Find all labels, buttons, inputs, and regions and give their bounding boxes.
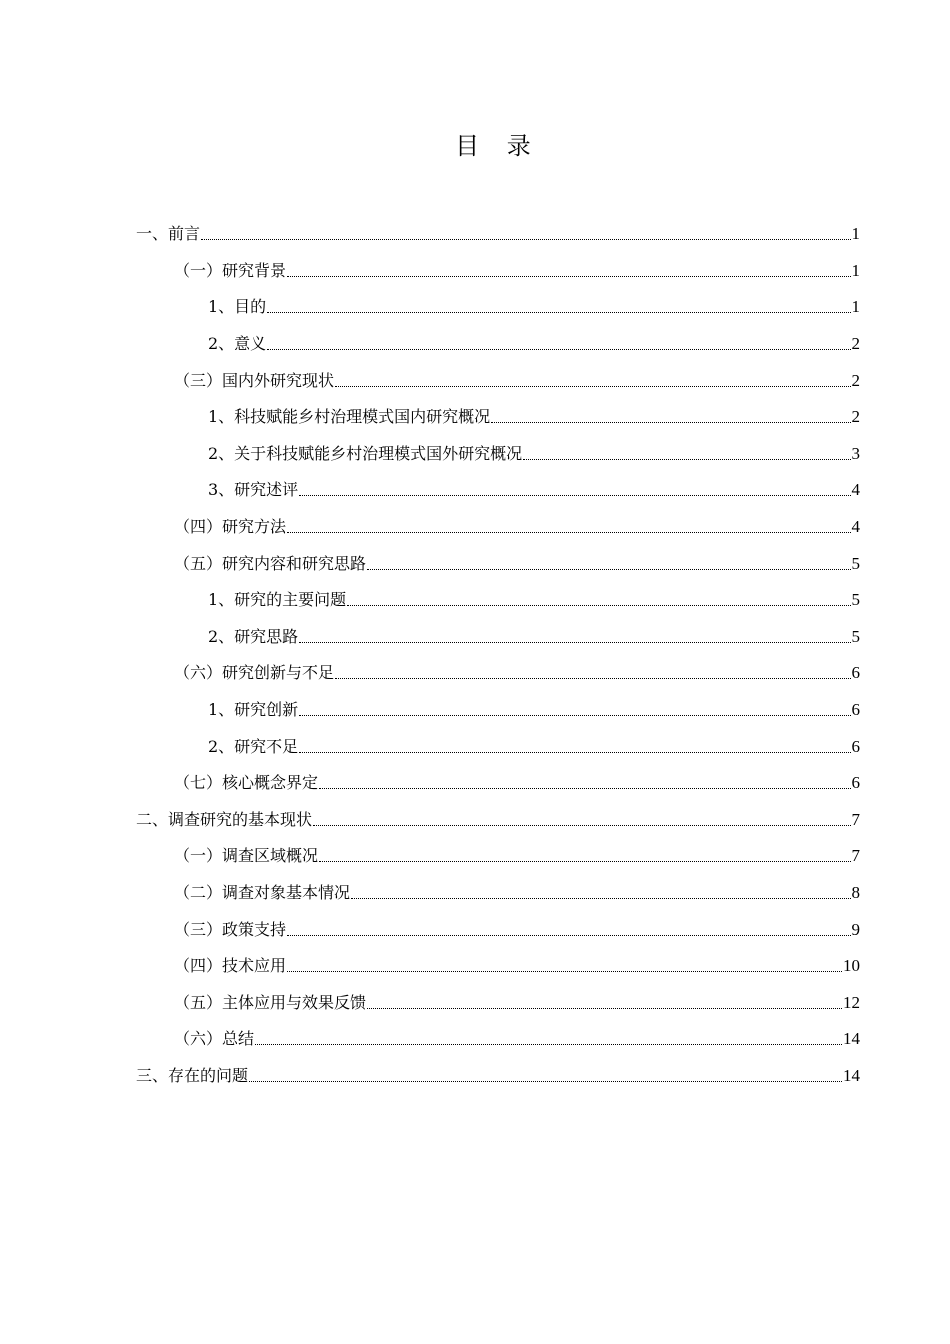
toc-entry[interactable] [136,253,860,290]
toc-entry[interactable] [136,984,860,1021]
dot-leader [335,663,850,683]
toc-entry[interactable] [136,948,860,985]
dot-leader [201,224,850,244]
toc-entry[interactable] [136,326,860,363]
dot-leader [267,334,850,354]
dot-leader [299,737,850,757]
toc-entry-title: 三、存在的问题 [136,1065,249,1085]
toc-entry-page-number: 6 [851,773,860,793]
toc-entry-title: 3、研究述评 [208,480,299,500]
toc-entry[interactable] [136,728,860,765]
toc-entry-title: 2、关于科技赋能乡村治理模式国外研究概况 [208,443,523,463]
dot-leader [347,590,850,610]
toc-entry[interactable] [136,875,860,912]
toc-entry-title: （五）主体应用与效果反馈 [174,992,367,1012]
toc-entry-title: （三）政策支持 [174,919,287,939]
toc-entry[interactable] [136,545,860,582]
toc-entry[interactable] [136,692,860,729]
toc-entry[interactable] [136,436,860,473]
toc-entry-page-number: 1 [851,297,860,317]
toc-entry-page-number: 14 [843,1065,860,1085]
dot-leader [287,920,850,940]
dot-leader [255,1029,842,1049]
toc-entry-page-number: 10 [843,956,860,976]
toc-entry-title: 1、研究创新 [208,700,299,720]
dot-leader [367,993,842,1013]
toc-entry[interactable] [136,582,860,619]
toc-entry-title: 1、科技赋能乡村治理模式国内研究概况 [208,407,491,427]
toc-entry-title: （二）调查对象基本情况 [174,882,351,902]
toc-entry-page-number: 3 [851,443,860,463]
toc-entry[interactable] [136,802,860,839]
toc-entry-page-number: 2 [851,407,860,427]
toc-entry-title: 一、前言 [136,224,201,244]
dot-leader [335,371,850,391]
toc-entry-page-number: 5 [851,553,860,573]
toc-entry-page-number: 7 [851,809,860,829]
toc-entry[interactable] [136,509,860,546]
toc-entry-page-number: 9 [851,919,860,939]
toc-entry-page-number: 1 [851,260,860,280]
dot-leader [523,444,850,464]
toc-entry-page-number: 5 [851,626,860,646]
toc-entry-title: （五）研究内容和研究思路 [174,553,367,573]
toc-entry[interactable] [136,838,860,875]
toc-entry-page-number: 2 [851,370,860,390]
toc-entry-title: （三）国内外研究现状 [174,370,335,390]
toc-entry-page-number: 6 [851,663,860,683]
toc-entry-title: 二、调查研究的基本现状 [136,809,313,829]
table-of-contents [136,216,860,1094]
toc-entry-title: （一）调查区域概况 [174,846,319,866]
dot-leader [367,554,850,574]
toc-entry[interactable] [136,765,860,802]
dot-leader [299,700,850,720]
dot-leader [287,956,842,976]
toc-entry[interactable] [136,216,860,253]
dot-leader [287,261,850,281]
toc-entry-page-number: 7 [851,846,860,866]
toc-title: 目 录 [455,132,541,160]
toc-entry-page-number: 6 [851,736,860,756]
toc-entry-title: （六）总结 [174,1029,255,1049]
toc-entry[interactable] [136,655,860,692]
toc-entry[interactable] [136,362,860,399]
toc-entry-title: （六）研究创新与不足 [174,663,335,683]
toc-entry[interactable] [136,472,860,509]
toc-entry[interactable] [136,1058,860,1095]
toc-entry-page-number: 14 [843,1029,860,1049]
toc-entry[interactable] [136,289,860,326]
toc-entry[interactable] [136,1021,860,1058]
toc-entry-title: 2、研究不足 [208,736,299,756]
toc-entry-page-number: 2 [851,334,860,354]
dot-leader [249,1066,842,1086]
toc-entry-page-number: 4 [851,480,860,500]
toc-entry-title: 1、目的 [208,297,267,317]
toc-entry[interactable] [136,619,860,656]
toc-entry-title: （四）研究方法 [174,517,287,537]
toc-entry-page-number: 4 [851,517,860,537]
dot-leader [287,517,850,537]
toc-entry-title: （四）技术应用 [174,956,287,976]
toc-entry-title: （七）核心概念界定 [174,773,319,793]
dot-leader [267,297,850,317]
dot-leader [351,883,850,903]
toc-entry-page-number: 1 [851,224,860,244]
dot-leader [299,627,850,647]
toc-entry[interactable] [136,399,860,436]
toc-entry[interactable] [136,911,860,948]
toc-entry-page-number: 5 [851,590,860,610]
dot-leader [491,407,850,427]
toc-entry-title: （一）研究背景 [174,260,287,280]
dot-leader [319,846,850,866]
dot-leader [319,773,850,793]
toc-entry-title: 2、研究思路 [208,626,299,646]
toc-entry-title: 2、意义 [208,334,267,354]
toc-entry-page-number: 12 [843,992,860,1012]
dot-leader [299,480,850,500]
toc-entry-page-number: 8 [851,882,860,902]
toc-entry-page-number: 6 [851,700,860,720]
dot-leader [313,810,850,830]
toc-entry-title: 1、研究的主要问题 [208,590,347,610]
